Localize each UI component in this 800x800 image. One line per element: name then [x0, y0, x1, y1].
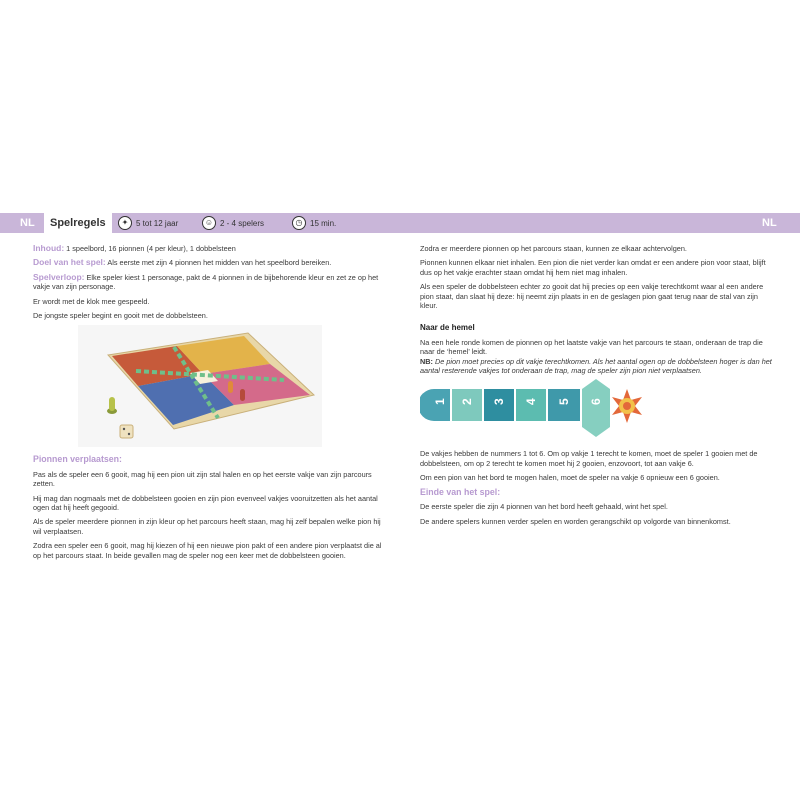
move-paragraph-4: Zodra een speler een 6 gooit, mag hij kiezen of hij een nieuwe pion pakt of een andere pion verplaatst die al op het parcours staat. In beide gevallen mag de speler nog een keer met de dobbelsteen gooien. — [33, 541, 382, 560]
stair-label-5: 5 — [557, 398, 571, 406]
age-text: 5 tot 12 jaar — [136, 218, 179, 228]
page-title: Spelregels — [44, 213, 112, 233]
right-column — [420, 244, 772, 531]
stair-label-1: 1 — [433, 398, 447, 406]
heaven-text: Na een hele ronde komen de pionnen op het laatste vakje van het parcours te staan, onderaan de trap die naar de ‘hemel’ leidt. — [420, 337, 763, 357]
game-board-photo — [78, 325, 322, 447]
stair-label-4: 4 — [524, 398, 538, 406]
age-info — [118, 213, 178, 233]
youngest-paragraph: De jongste speler begint en gooit met de dobbelsteen. — [33, 311, 208, 321]
move-pawns-heading: Pionnen verplaatsen: — [33, 454, 122, 465]
numbers-paragraph: De vakjes hebben de nummers 1 tot 6. Om op vakje 1 terecht te komen, moet de speler 1 gooien met de dobbelsteen, om op 2 terecht te komen moet hij 2 gooien, enzovoort, tot aan vakje 6. — [420, 449, 758, 468]
note-label: NB: — [420, 356, 433, 366]
contents-paragraph — [33, 244, 385, 253]
header-bar — [0, 213, 800, 233]
stair-label-3: 3 — [492, 398, 506, 406]
game-board-illustration — [78, 325, 322, 447]
winner-paragraph: De eerste speler die zijn 4 pionnen van het bord heeft gehaald, wint het spel. — [420, 502, 668, 512]
remove-pawn-paragraph: Om een pion van het bord te mogen halen, moet de speler na vakje 6 opnieuw een 6 gooien. — [420, 473, 720, 483]
no-overtake-paragraph: Pionnen kunnen elkaar niet inhalen. Een pion die niet verder kan omdat er een andere pion voor staat, blijft dus op het vakje erachter staan omdat hij hem niet mag inhalen. — [420, 258, 766, 277]
stair-6 — [582, 379, 610, 437]
move-paragraph-1: Pas als de speler een 6 gooit, mag hij een pion uit zijn stal halen en op het eerste vakje van zijn parcours zetten. — [33, 469, 372, 489]
language-label-right: NL — [762, 217, 777, 229]
goal-text: Als eerste met zijn 4 pionnen het midden van het speelbord bereiken. — [105, 258, 332, 268]
time-info — [292, 213, 336, 233]
stairs-illustration — [420, 379, 772, 445]
goal-paragraph — [33, 258, 385, 267]
players-text: 2 - 4 spelers — [220, 218, 265, 228]
players-info — [202, 213, 264, 233]
heaven-heading: Naar de hemel — [420, 323, 475, 333]
contents-text: 1 speelbord, 16 pionnen (4 per kleur), 1 dobbelsteen — [64, 244, 236, 253]
heaven-paragraph — [420, 338, 772, 376]
gameplay-text: Elke speler kiest 1 personage, pakt de 4 pionnen in de bijbehorende kleur en zet ze op het vakje van zijn personage. — [33, 272, 379, 292]
language-label-left: NL — [20, 217, 35, 229]
left-column — [33, 244, 385, 565]
note-text: De pion moet precies op dit vakje terechtkomen. Als het aantal ogen op de dobbelsteen hoger is dan het aantal resterende vakjes tot onderaan de trap, mag de speler zijn pion niet verplaatsen. — [420, 356, 772, 376]
goal-label: Doel van het spel: — [33, 257, 106, 268]
end-game-heading: Einde van het spel: — [420, 486, 501, 497]
capture-paragraph: Als een speler de dobbelsteen echter zo gooit dat hij precies op een vakje terechtkomt waar al een andere pion staat, dan slaat hij deze: hij neemt zijn plaats in en de geslagen pion gaat terug naar de stal van zijn kleur. — [420, 282, 764, 311]
gameplay-label: Spelverloop: — [33, 271, 85, 282]
chase-paragraph: Zodra er meerdere pionnen op het parcours staan, kunnen ze elkaar achtervolgen. — [420, 244, 687, 253]
ranking-paragraph: De andere spelers kunnen verder spelen en worden gerangschikt op volgorde van binnenkomst. — [420, 516, 731, 526]
move-paragraph-2: Hij mag dan nogmaals met de dobbelsteen gooien en zijn pion evenveel vakjes vooruitzetten als het aantal ogen dat hij heeft gegooid. — [33, 493, 378, 513]
time-text: 15 min. — [310, 218, 337, 228]
stair-label-2: 2 — [460, 398, 474, 406]
contents-label: Inhoud: — [33, 243, 65, 253]
clock-icon: ◷ — [292, 216, 306, 230]
gameplay-paragraph — [33, 273, 385, 292]
stair-label-6: 6 — [589, 398, 603, 406]
move-paragraph-3: Als de speler meerdere pionnen in zijn kleur op het parcours heeft staan, mag hij zelf bepalen welke pion hij wil verplaatsen. — [33, 517, 381, 536]
heaven-stairs — [420, 379, 772, 445]
heaven-star — [612, 389, 642, 423]
clockwise-paragraph: Er wordt met de klok mee gespeeld. — [33, 296, 150, 306]
puzzle-icon: ✦ — [118, 216, 132, 230]
players-icon: ☺ — [202, 216, 216, 230]
